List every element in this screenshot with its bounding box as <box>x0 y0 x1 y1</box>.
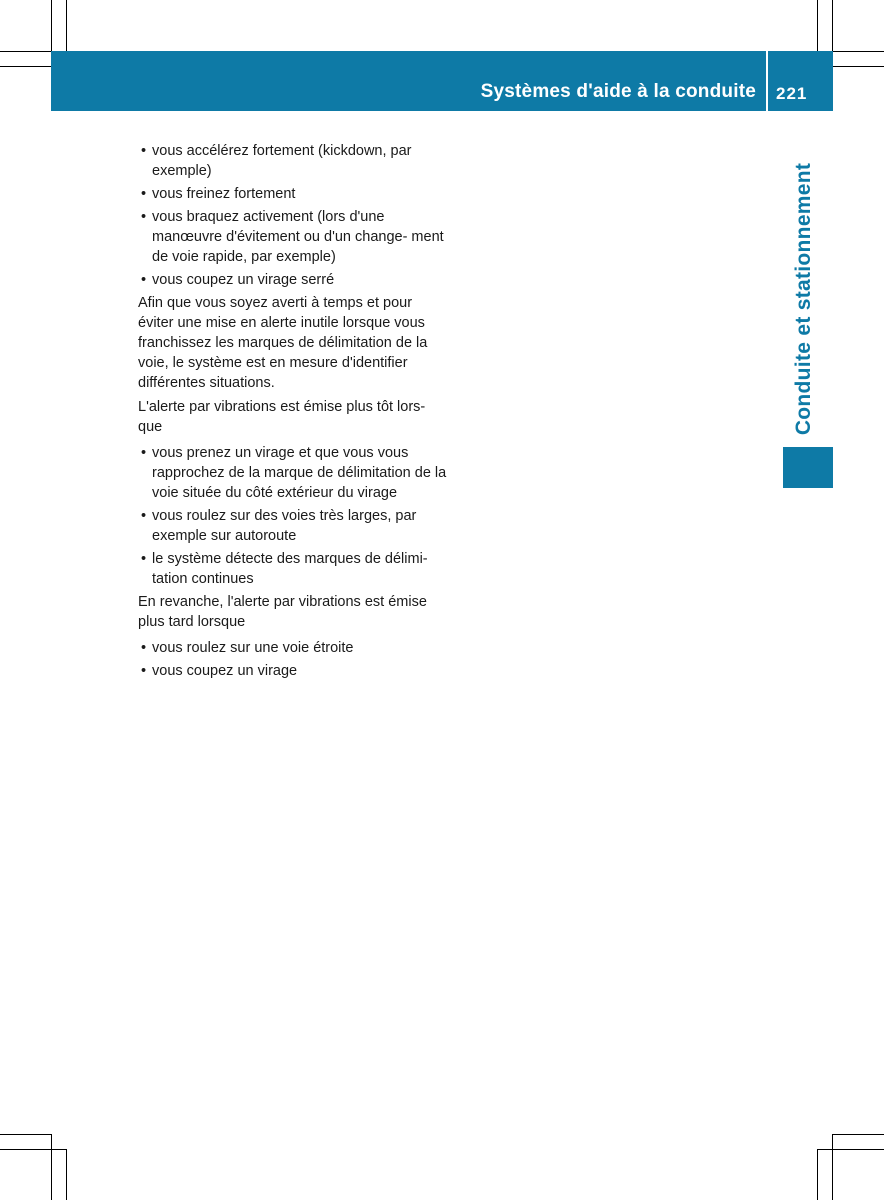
crop-mark <box>817 1149 884 1150</box>
crop-mark <box>0 1149 66 1150</box>
list-item: • vous prenez un virage et que vous vous rapprochez de la marque de délimitation de la voie située du côté extérieur du virage <box>141 445 447 501</box>
crop-mark <box>817 1149 818 1200</box>
bullet-icon: • <box>141 663 147 679</box>
header-bar <box>51 51 766 111</box>
chapter-tab-label: Conduite et stationnement <box>792 162 815 436</box>
crop-mark <box>832 1134 833 1200</box>
crop-mark <box>0 51 51 52</box>
chapter-tab-marker <box>783 447 833 488</box>
crop-mark <box>0 66 51 67</box>
crop-mark <box>51 0 52 51</box>
list-item: • vous coupez un virage serré <box>141 272 335 288</box>
bullet-icon: • <box>141 272 147 288</box>
paragraph: En revanche, l'alerte par vibrations est émise plus tard lorsque <box>138 594 427 630</box>
bullet-icon: • <box>141 640 147 656</box>
crop-mark <box>66 1149 67 1200</box>
list-item: • le système détecte des marques de délimi- tation continues <box>141 551 428 587</box>
bullet-icon: • <box>141 508 147 524</box>
list-item: • vous coupez un virage <box>141 663 298 679</box>
page-number: 221 <box>776 84 808 103</box>
crop-mark <box>833 66 884 67</box>
page-number-box <box>768 51 833 111</box>
bullet-list <box>138 141 448 290</box>
bullet-list <box>138 443 448 589</box>
bullet-list <box>138 638 448 681</box>
list-item: • vous freinez fortement <box>141 186 296 202</box>
crop-mark <box>833 1134 884 1135</box>
bullet-icon: • <box>141 445 147 461</box>
paragraph: Afin que vous soyez averti à temps et pour éviter une mise en alerte inutile lorsque vous franchissez les marques de délimitation de la voie, le système est en mesure d'identifier différentes situations. <box>138 295 428 391</box>
crop-mark <box>51 1134 52 1200</box>
bullet-icon: • <box>141 143 147 159</box>
bullet-icon: • <box>141 551 147 567</box>
main-text-column <box>138 141 448 684</box>
crop-mark <box>833 51 884 52</box>
list-item: • vous braquez activement (lors d'une manœuvre d'évitement ou d'un change- ment de voie rapide, par exemple) <box>141 209 444 265</box>
crop-mark <box>817 0 818 51</box>
crop-mark <box>832 0 833 51</box>
list-item: • vous roulez sur des voies très larges, par exemple sur autoroute <box>141 508 417 544</box>
crop-mark <box>0 1134 51 1135</box>
section-title: Systèmes d'aide à la conduite <box>480 81 756 102</box>
bullet-icon: • <box>141 209 147 225</box>
crop-mark <box>66 0 67 51</box>
list-item: • vous accélérez fortement (kickdown, par exemple) <box>141 143 412 179</box>
paragraph: L'alerte par vibrations est émise plus tôt lors- que <box>138 399 426 435</box>
bullet-icon: • <box>141 186 147 202</box>
list-item: • vous roulez sur une voie étroite <box>141 640 354 656</box>
